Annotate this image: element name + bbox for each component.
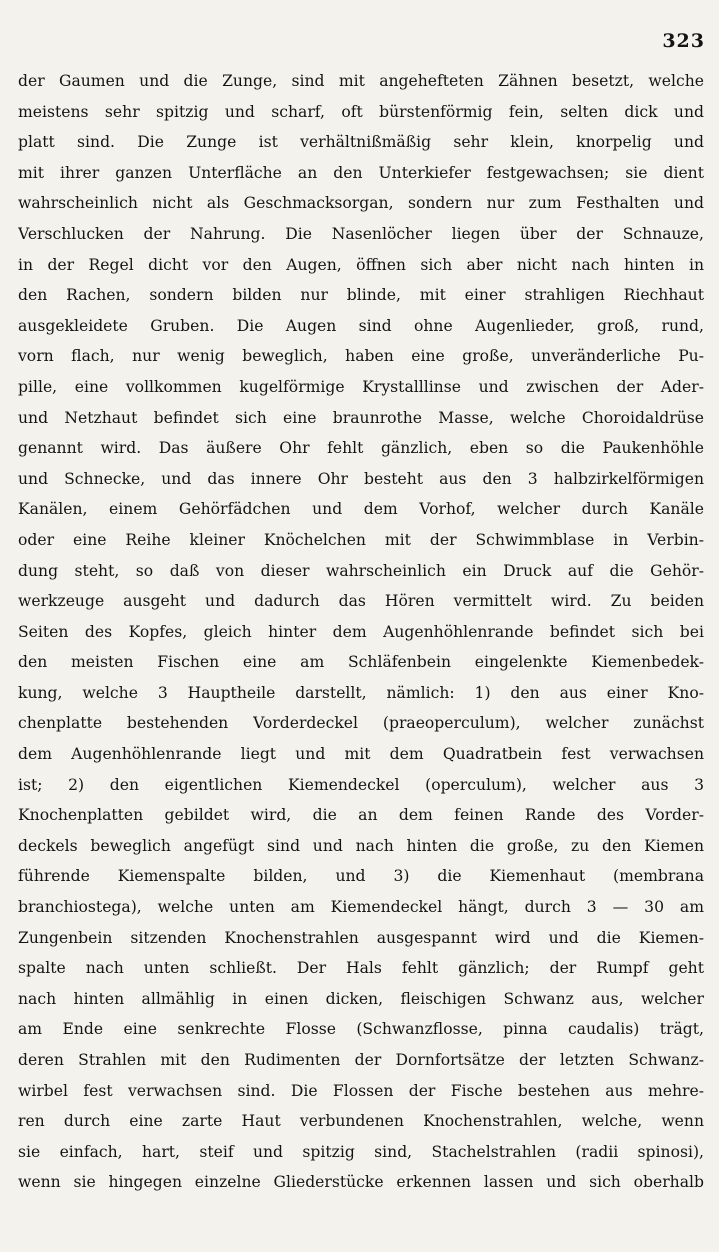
text-line: am Ende eine senkrechte Flosse (Schwanzflosse, pinna caudalis) trägt, (18, 1020, 704, 1039)
text-line: werkzeuge ausgeht und dadurch das Hören vermittelt wird. Zu beiden (18, 592, 704, 611)
text-line: ausgekleidete Gruben. Die Augen sind ohne Augenlieder, groß, rund, (18, 316, 704, 335)
text-line: ren durch eine zarte Haut verbundenen Knochenstrahlen, welche, wenn (18, 1112, 704, 1131)
text-line: nach hinten allmählig in einen dicken, fleischigen Schwanz aus, welcher (18, 989, 704, 1008)
text-line: Knochenplatten gebildet wird, die an dem feinen Rande des Vorder- (18, 806, 704, 825)
text-line: und Schnecke, und das innere Ohr besteht aus den 3 halbzirkelförmigen (18, 469, 704, 488)
text-line: kung, welche 3 Hauptheile darstellt, nämlich: 1) den aus einer Kno- (18, 683, 704, 702)
text-line: den meisten Fischen eine am Schläfenbein eingelenkte Kiemenbedek- (18, 653, 704, 672)
text-line: sie einfach, hart, steif und spitzig sind, Stachelstrahlen (radii spinosi), (18, 1142, 704, 1161)
text-line: Verschlucken der Nahrung. Die Nasenlöcher liegen über der Schnauze, (18, 224, 704, 243)
text-line: dung steht, so daß von dieser wahrscheinlich ein Druck auf die Gehör- (18, 561, 704, 580)
text-line: wirbel fest verwachsen sind. Die Flossen der Fische bestehen aus mehre- (18, 1081, 704, 1100)
text-line: Seiten des Kopfes, gleich hinter dem Augenhöhlenrande befindet sich bei (18, 622, 704, 641)
text-line: meistens sehr spitzig und scharf, oft bürstenförmig fein, selten dick und (18, 102, 704, 121)
text-line: deren Strahlen mit den Rudimenten der Dornfortsätze der letzten Schwanz- (18, 1051, 704, 1069)
text-line: chenplatte bestehenden Vorderdeckel (praeoperculum), welcher zunächst (18, 714, 704, 733)
text-line: pille, eine vollkommen kugelförmige Krystalllinse und zwischen der Ader- (18, 377, 704, 396)
text-line: mit ihrer ganzen Unterfläche an den Unterkiefer festgewachsen; sie dient (18, 163, 704, 182)
text-line: der Gaumen und die Zunge, sind mit angehefteten Zähnen besetzt, welche (18, 72, 704, 90)
text-line: genannt wird. Das äußere Ohr fehlt gänzlich, eben so die Paukenhöhle (18, 439, 704, 458)
text-line: ist; 2) den eigentlichen Kiemendeckel (operculum), welcher aus 3 (18, 775, 704, 794)
text-line: branchiostega), welche unten am Kiemendeckel hängt, durch 3 — 30 am (18, 898, 704, 917)
text-line: vorn flach, nur wenig beweglich, haben eine große, unveränderliche Pu- (18, 347, 704, 366)
body-text (18, 66, 704, 1198)
text-line: wahrscheinlich nicht als Geschmacksorgan, sondern nur zum Festhalten und (18, 194, 704, 213)
text-line: führende Kiemenspalte bilden, und 3) die Kiemenhaut (membrana (18, 867, 704, 886)
text-line: und Netzhaut befindet sich eine braunrothe Masse, welche Choroidaldrüse (18, 408, 704, 427)
text-line: in der Regel dicht vor den Augen, öffnen sich aber nicht nach hinten in (18, 255, 704, 274)
text-line: platt sind. Die Zunge ist verhältnißmäßig sehr klein, knorpelig und (18, 133, 704, 152)
page-number: 323 (662, 30, 705, 52)
text-line: den Rachen, sondern bilden nur blinde, mit einer strahligen Riechhaut (18, 286, 704, 305)
text-line: wenn sie hingegen einzelne Gliederstücke erkennen lassen und sich oberhalb (18, 1173, 704, 1192)
text-line: Zungenbein sitzenden Knochenstrahlen ausgespannt wird und die Kiemen- (18, 928, 704, 947)
text-line: dem Augenhöhlenrande liegt und mit dem Quadratbein fest verwachsen (18, 745, 704, 764)
text-line: Kanälen, einem Gehörfädchen und dem Vorhof, welcher durch Kanäle (18, 500, 704, 519)
text-line: spalte nach unten schließt. Der Hals fehlt gänzlich; der Rumpf geht (18, 959, 704, 978)
text-line: oder eine Reihe kleiner Knöchelchen mit der Schwimmblase in Verbin- (18, 530, 704, 549)
text-line: deckels beweglich angefügt sind und nach hinten die große, zu den Kiemen (18, 836, 704, 855)
